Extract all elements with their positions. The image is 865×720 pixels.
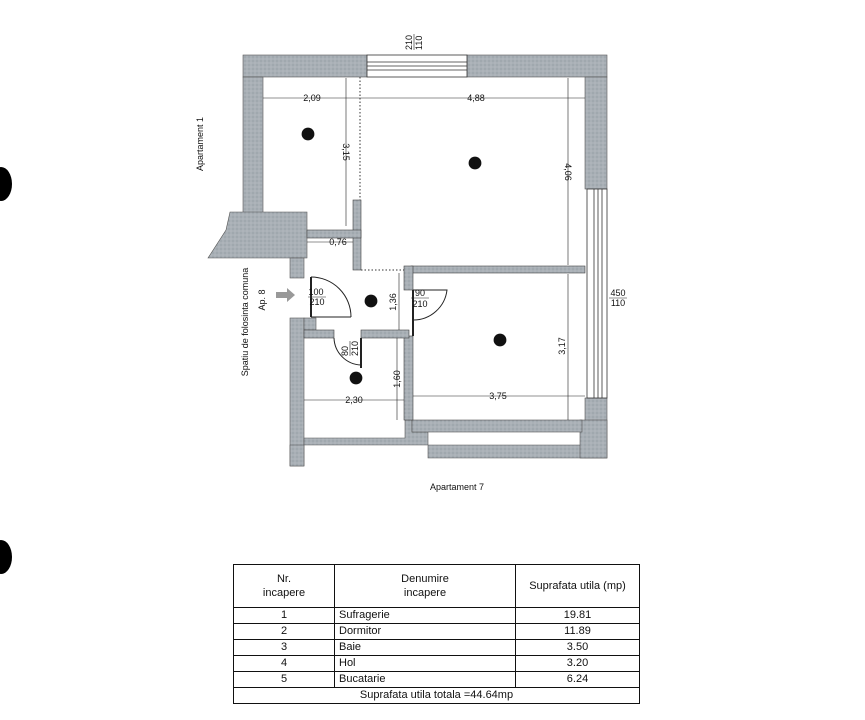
wall-left-upper bbox=[243, 77, 263, 215]
dim-bedroom-width: 3,75 bbox=[489, 391, 507, 401]
door-bath-width: 80 bbox=[340, 345, 350, 356]
total-area: Suprafata utila totala =44.64mp bbox=[234, 688, 640, 704]
door-bath-height: 210 bbox=[350, 340, 360, 356]
label-apartament-7: Apartament 7 bbox=[429, 482, 485, 492]
room-marker-3: 3 bbox=[353, 374, 359, 385]
wall-bottom-bedroom bbox=[412, 420, 582, 432]
entrance-arrow-icon bbox=[276, 288, 295, 302]
wall-right-upper bbox=[585, 77, 607, 189]
window-right bbox=[587, 189, 607, 398]
partition-bath-top-right bbox=[361, 330, 409, 338]
dim-bath-height: 1,60 bbox=[392, 370, 402, 388]
door-entrance-width: 100 bbox=[308, 287, 324, 297]
window-top-height: 110 bbox=[414, 35, 424, 50]
cell-nr: 5 bbox=[234, 672, 335, 688]
cell-area: 19.81 bbox=[516, 608, 640, 624]
wall-bottom-right bbox=[580, 420, 607, 458]
dim-hall-width: 0,76 bbox=[329, 237, 347, 247]
cell-nr: 4 bbox=[234, 656, 335, 672]
room-marker-2: 2 bbox=[497, 336, 503, 347]
cell-nr: 3 bbox=[234, 640, 335, 656]
door-bedroom-width: 90 bbox=[414, 288, 426, 298]
window-right-size bbox=[609, 288, 627, 308]
label-apartament-1: Apartament 1 bbox=[195, 116, 205, 172]
room-marker-5: 5 bbox=[305, 130, 311, 141]
table-row bbox=[234, 624, 640, 640]
cell-area: 3.50 bbox=[516, 640, 640, 656]
window-right-width: 450 bbox=[610, 288, 626, 298]
dim-bath-width: 2,30 bbox=[345, 395, 363, 405]
cell-area: 11.89 bbox=[516, 624, 640, 640]
dim-kitchen-height: 3,15 bbox=[341, 143, 351, 161]
dim-living-width: 4,88 bbox=[467, 93, 485, 103]
cell-name: Hol bbox=[335, 656, 516, 672]
wall-entrance-jamb bbox=[304, 318, 316, 330]
label-common-space: Spatiu de folosinta comuna bbox=[240, 267, 250, 377]
rooms-table bbox=[233, 564, 640, 704]
room-marker-4: 4 bbox=[368, 297, 374, 308]
cell-name: Bucatarie bbox=[335, 672, 516, 688]
window-top bbox=[367, 55, 467, 77]
partition-bath-top bbox=[304, 330, 334, 338]
partitions bbox=[304, 200, 585, 420]
door-bedroom-height: 210 bbox=[412, 299, 428, 309]
cell-nr: 2 bbox=[234, 624, 335, 640]
wall-left-lower bbox=[290, 318, 304, 466]
door-entrance-size bbox=[308, 287, 326, 307]
label-ap-8: Ap. 8 bbox=[257, 289, 267, 311]
table-header-row bbox=[234, 565, 640, 608]
dim-bedroom-height: 3,17 bbox=[557, 337, 567, 355]
table-row bbox=[234, 656, 640, 672]
table-row bbox=[234, 608, 640, 624]
cell-area: 3.20 bbox=[516, 656, 640, 672]
header-name: Denumire incapere bbox=[335, 565, 516, 608]
window-right-height: 110 bbox=[610, 298, 626, 308]
partition-living-bedroom bbox=[411, 266, 585, 273]
cell-nr: 1 bbox=[234, 608, 335, 624]
header-nr: Nr. incapere bbox=[234, 565, 335, 608]
dim-hall-height: 1,36 bbox=[388, 293, 398, 311]
wall-top-right bbox=[467, 55, 607, 77]
table-row bbox=[234, 640, 640, 656]
header-area: Suprafata utila (mp) bbox=[516, 565, 640, 608]
partition-hall-bedroom-lower bbox=[404, 336, 413, 420]
window-top-size bbox=[404, 34, 424, 50]
dim-living-height: 4,06 bbox=[563, 163, 573, 181]
partition-hall-bedroom-upper bbox=[404, 266, 413, 290]
dim-kitchen-width: 2,09 bbox=[303, 93, 321, 103]
cell-name: Sufragerie bbox=[335, 608, 516, 624]
wall-top-left bbox=[243, 55, 367, 77]
cell-name: Baie bbox=[335, 640, 516, 656]
door-entrance-height: 210 bbox=[309, 297, 325, 307]
open-boundary bbox=[360, 77, 404, 270]
binder-hole-bottom bbox=[0, 540, 12, 574]
door-bath-size bbox=[340, 341, 360, 356]
wall-entrance-upper bbox=[290, 258, 304, 278]
table-row bbox=[234, 672, 640, 688]
wall-left-neighbor bbox=[208, 212, 307, 258]
doors bbox=[311, 277, 447, 368]
cell-area: 6.24 bbox=[516, 672, 640, 688]
table-total-row bbox=[234, 688, 640, 704]
room-marker-1: 1 bbox=[472, 159, 478, 170]
cell-name: Dormitor bbox=[335, 624, 516, 640]
window-top-width: 210 bbox=[404, 34, 414, 50]
